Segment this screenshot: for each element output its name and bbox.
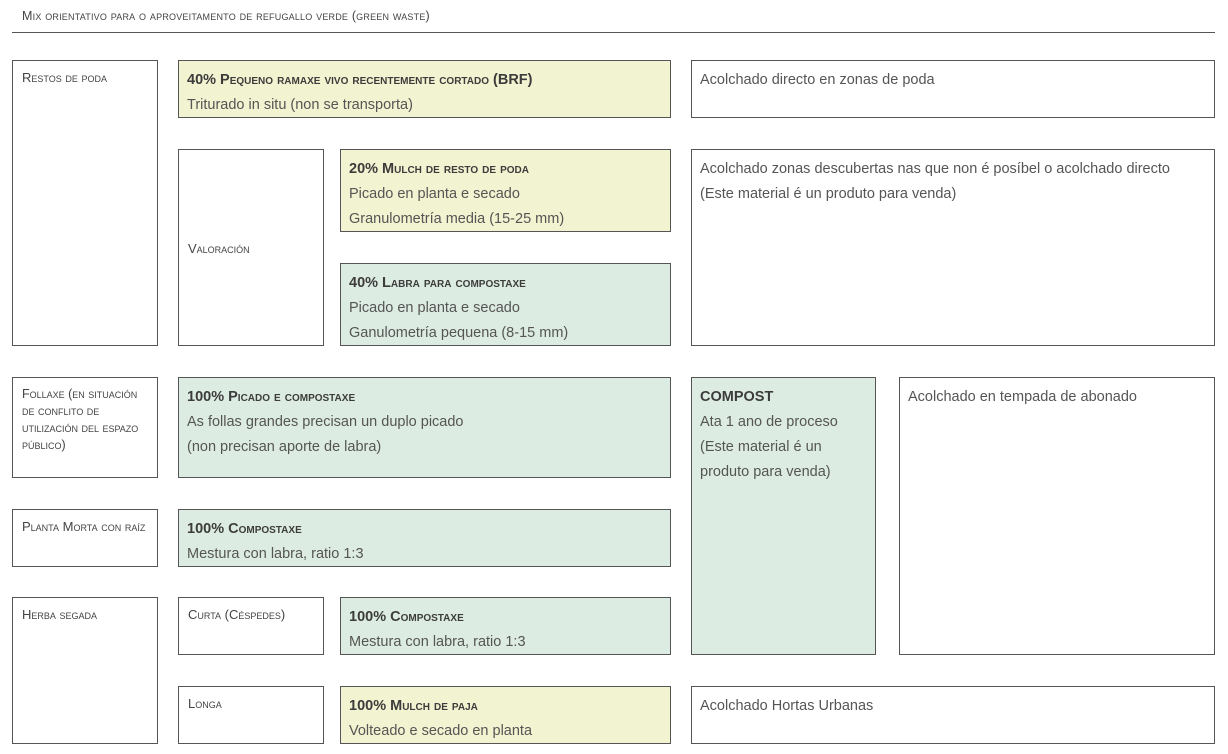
treatment-detail: (non precisan aporte de labra) [187,439,382,455]
use-acolchado-hortas [691,686,1215,744]
use-text: Acolchado zonas descubertas nas que non é posíbel o acolchado directo [700,161,1170,177]
sublabel-valoracion [178,149,324,346]
compost-detail: Ata 1 ano de proceso [700,414,838,430]
source-follaxe [12,377,158,478]
treatment-mulch-poda [340,149,671,232]
use-text: (Este material é un produto para venda) [700,186,957,202]
treatment-heading: 100% Compostaxe [349,609,464,625]
treatment-compostaxe-herba [340,597,671,655]
source-label: Herba segada [22,607,98,622]
compost-heading: COMPOST [700,389,774,405]
source-label: Follaxe (en situación de conflito de utilización del espazo público) [22,387,139,452]
treatment-detail: Granulometría media (15-25 mm) [349,211,565,227]
treatment-mulch-paja [340,686,671,744]
treatment-picado [178,377,671,478]
sublabel-text: Longa [188,696,222,711]
treatment-compostaxe-planta [178,509,671,567]
treatment-heading: 100% Mulch de paja [349,698,478,714]
use-acolchado-descubertas [691,149,1215,346]
sublabel-text: Curta (Céspedes) [188,607,286,622]
treatment-detail: Mestura con labra, ratio 1:3 [187,546,364,562]
treatment-detail: Picado en planta e secado [349,300,520,316]
treatment-heading: 20% Mulch de resto de poda [349,161,529,177]
source-herba-segada [12,597,158,744]
treatment-detail: Picado en planta e secado [349,186,520,202]
use-acolchado-directo [691,60,1215,118]
compost-detail: produto para venda) [700,464,831,480]
treatment-detail: Mestura con labra, ratio 1:3 [349,634,526,650]
title-divider [12,32,1215,33]
compost-box [691,377,876,655]
treatment-detail: As follas grandes precisan un duplo picado [187,414,464,430]
treatment-detail: Ganulometría pequena (8-15 mm) [349,325,569,341]
sublabel-text: Valoración [188,241,250,256]
use-text: Acolchado Hortas Urbanas [700,698,874,714]
use-text: Acolchado directo en zonas de poda [700,72,935,88]
compost-detail: (Este material é un [700,439,822,455]
source-label: Planta Morta con raíz [22,519,146,534]
source-restos-poda [12,60,158,346]
page-title: Mix orientativo para o aproveitamento de refugallo verde (green waste) [22,9,430,23]
sublabel-longa [178,686,324,744]
source-planta-morta [12,509,158,567]
treatment-labra [340,263,671,346]
treatment-brf [178,60,671,118]
treatment-detail: Volteado e secado en planta [349,723,533,739]
source-label: Restos de poda [22,70,107,85]
use-text: Acolchado en tempada de abonado [908,389,1137,405]
treatment-heading: 40% Pequeno ramaxe vivo recentemente cortado (BRF) [187,72,533,88]
use-acolchado-abonado [899,377,1215,655]
treatment-heading: 100% Compostaxe [187,521,302,537]
treatment-detail: Triturado in situ (non se transporta) [187,97,413,113]
treatment-heading: 40% Labra para compostaxe [349,275,526,291]
treatment-heading: 100% Picado e compostaxe [187,389,356,405]
sublabel-curta [178,597,324,655]
